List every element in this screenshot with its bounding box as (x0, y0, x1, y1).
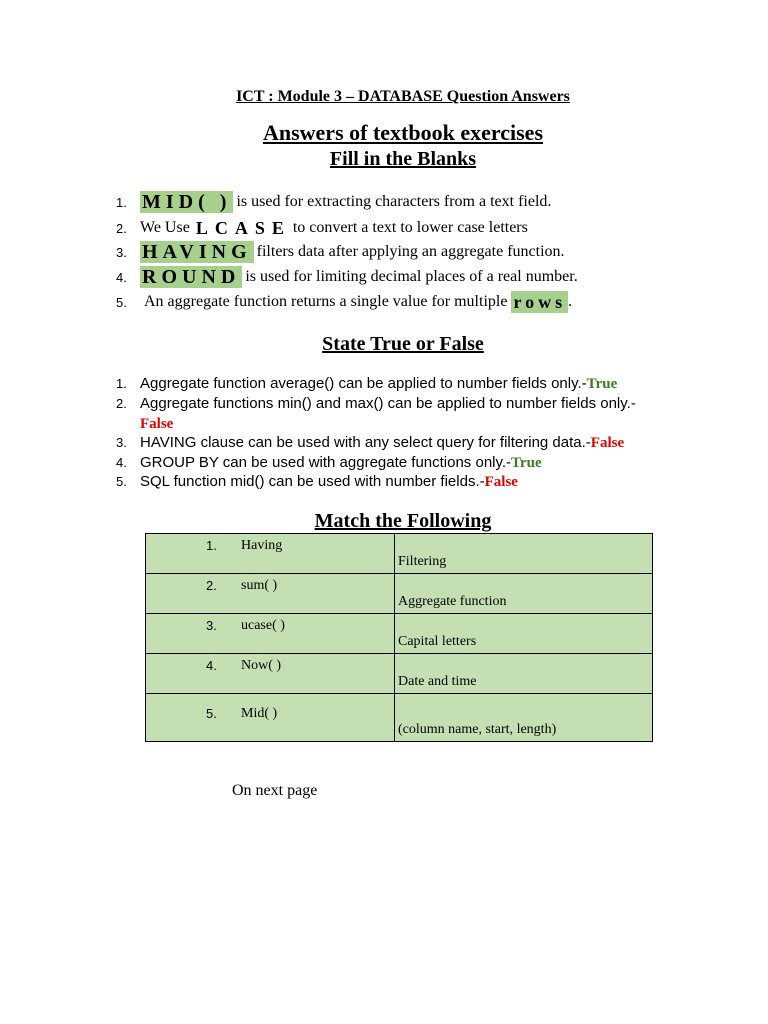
match-right-cell (395, 654, 653, 694)
match-left-text: Mid( ) (241, 706, 278, 721)
answer-false: False (590, 435, 625, 451)
item-text: HAVING clause can be used with any select query for filtering data.- (140, 434, 591, 451)
item-text: GROUP BY can be used with aggregate functions only.- (140, 454, 512, 471)
item-text: We Use (140, 219, 190, 236)
item-text: to convert a text to lower case letters (292, 219, 528, 236)
fill-item-5 (116, 290, 572, 314)
answer-true: True (586, 376, 618, 392)
answer-highlight: MID( ) (142, 191, 232, 213)
match-right-cell (395, 574, 653, 614)
item-number: 5. (206, 706, 217, 721)
match-left-text: Now( ) (241, 658, 282, 673)
item-text: . (568, 293, 573, 310)
item-number: 1. (116, 376, 127, 391)
match-table (145, 533, 653, 742)
item-number: 3. (116, 435, 127, 450)
table-row (146, 574, 653, 614)
table-row (146, 614, 653, 654)
tf-item-2 (116, 394, 636, 434)
true-false-title: State True or False (322, 333, 484, 355)
item-number: 5. (116, 294, 127, 310)
item-number: 2. (116, 220, 127, 236)
match-title: Match the Following (314, 510, 492, 532)
tf-item-1 (116, 374, 617, 394)
match-right-text: Date and time (398, 674, 477, 689)
item-number: 4. (116, 269, 127, 285)
answer-highlight: LCASE (195, 218, 291, 238)
main-title: Answers of textbook exercises (262, 120, 544, 145)
answer-false: False (140, 416, 174, 432)
item-text: is used for limiting decimal places of a real number. (245, 268, 578, 285)
fill-item-1 (116, 190, 551, 214)
item-text: SQL function mid() can be used with number fields.- (140, 473, 485, 490)
match-right-text: Capital letters (398, 634, 477, 649)
item-number: 2. (206, 578, 217, 593)
item-number: 4. (206, 658, 217, 673)
match-left-cell (146, 694, 395, 742)
answer-highlight: rows (513, 292, 567, 312)
match-left-text: ucase( ) (241, 618, 285, 633)
table-row (146, 654, 653, 694)
match-left-text: sum( ) (241, 578, 278, 593)
tf-item-5 (116, 472, 518, 492)
match-left-cell (146, 614, 395, 654)
match-right-text: (column name, start, length) (398, 722, 557, 737)
match-left-cell (146, 654, 395, 694)
match-right-text: Filtering (398, 554, 447, 569)
item-number: 3. (116, 244, 127, 260)
tf-item-3 (116, 433, 624, 453)
answer-true: True (511, 455, 542, 471)
module-title: ICT : Module 3 – DATABASE Question Answers (236, 88, 570, 105)
item-number: 2. (116, 396, 127, 411)
item-text: An aggregate function returns a single value for multiple (144, 293, 508, 310)
match-left-cell (146, 534, 395, 574)
item-text: filters data after applying an aggregate function. (256, 243, 565, 260)
item-number: 1. (206, 538, 217, 553)
fill-item-2 (116, 216, 528, 240)
answer-highlight: ROUND (142, 266, 241, 288)
match-right-cell (395, 534, 653, 574)
answer-false: False (484, 474, 518, 490)
fill-blanks-title: Fill in the Blanks (329, 148, 477, 170)
item-number: 3. (206, 618, 217, 633)
match-right-text: Aggregate function (398, 594, 507, 609)
answer-highlight: HAVING (142, 241, 252, 263)
match-right-cell (395, 694, 653, 742)
match-left-text: Having (241, 538, 283, 553)
item-number: 5. (116, 474, 127, 489)
tf-item-4 (116, 453, 542, 473)
item-text: Aggregate functions min() and max() can be applied to number fields only.- (140, 395, 636, 412)
next-page-note: On next page (232, 782, 318, 799)
item-text: is used for extracting characters from a text field. (236, 193, 552, 210)
match-left-cell (146, 574, 395, 614)
item-number: 4. (116, 455, 127, 470)
table-row (146, 534, 653, 574)
item-text: Aggregate function average() can be applied to number fields only.- (140, 375, 587, 392)
fill-item-3 (116, 240, 565, 264)
fill-item-4 (116, 265, 578, 289)
match-right-cell (395, 614, 653, 654)
table-row (146, 694, 653, 742)
item-number: 1. (116, 194, 127, 210)
